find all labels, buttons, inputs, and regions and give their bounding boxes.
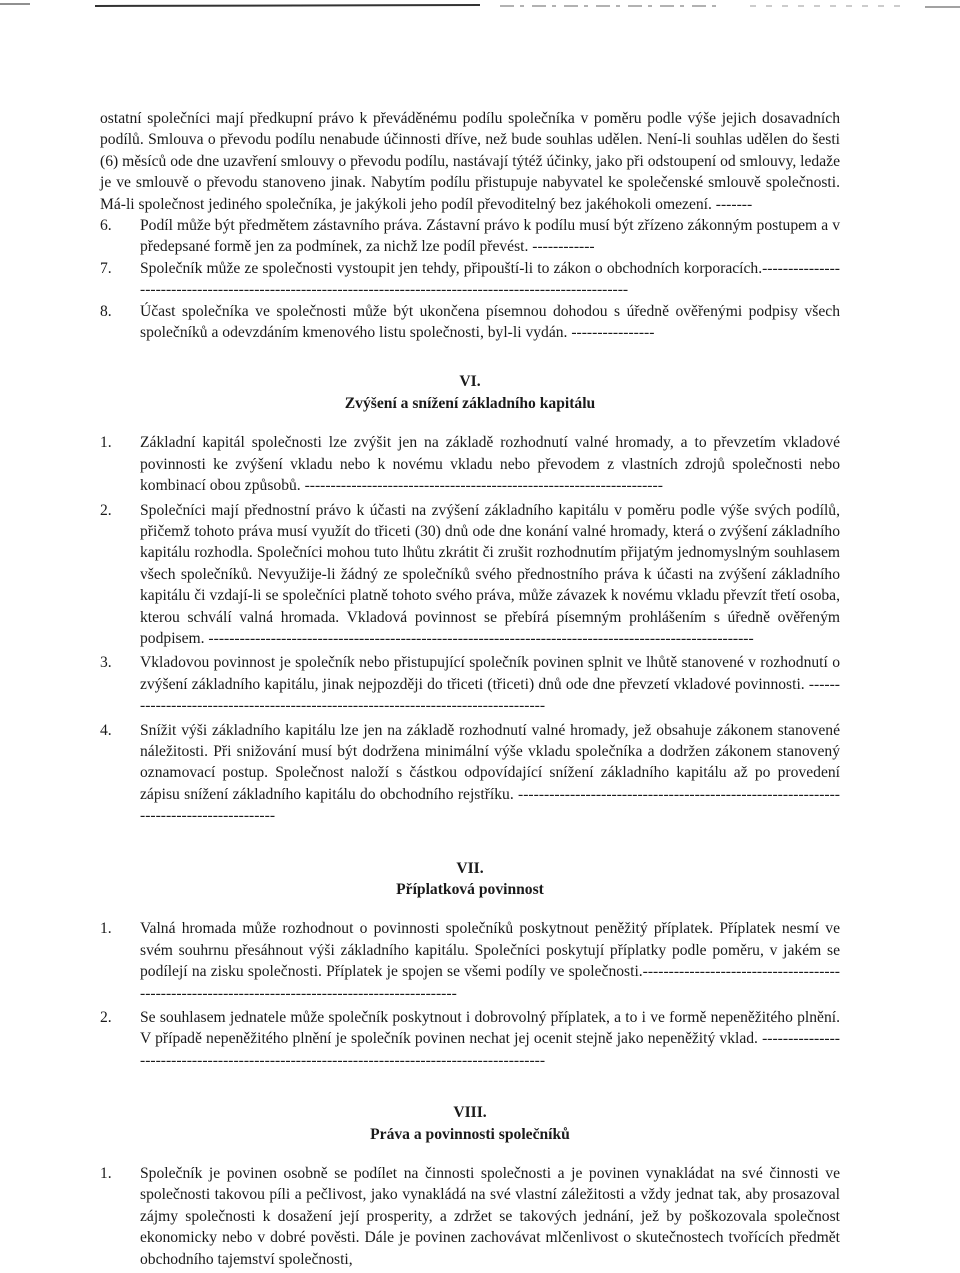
intro-item-list [100, 215, 840, 343]
item-number: 4. [100, 721, 112, 739]
item-text: Snížit výši základního kapitálu lze jen na základě rozhodnutí valné hromady, jež obsahuje zákonem stanovené náležitosti. Při snižování musí být dodržena minimální výše vkladu společníka a dodržen zákonem stanovený oznamovací postup. Společnost naloží s částkou odpovídající snížení základního kapitálu až po provedení zápisu snížení základního kapitálu do obchodního rejstříku. ---------------------------------------------------------------------------------------- [140, 721, 840, 825]
item-number: 7. [100, 259, 112, 277]
item-text: Podíl může být předmětem zástavního práva. Zástavní právo k podílu musí být zřízeno zákonným postupem a v předepsané formě jen za podmínek, za nichž lze podíl převést. ------------ [140, 217, 840, 256]
item-text: Vkladovou povinnost je společník nebo přistupující společník povinen splnit ve lhůtě stanovené v rozhodnutí o zvýšení základního kapitálu, jinak nejpozději do třiceti (třiceti) dnů ode dne převzetí vkladové povinnosti. ------------------------------------------------------------------------------------ [140, 654, 840, 715]
item-number: 3. [100, 654, 112, 672]
item-text: Základní kapitál společnosti lze zvýšit jen na základě rozhodnutí valné hromady, a to převzetím vkladové povinnosti ke zvýšení vkladu nebo k novému vkladu nebo převodem z vlastních zdrojů společnosti nebo kombinací obou způsobů. --------------------------------------------------------------------- [140, 434, 840, 495]
item-number: 1. [100, 920, 112, 938]
item-number: 2. [100, 501, 112, 519]
item-number: 2. [100, 1009, 112, 1027]
item-text: Společník může ze společnosti vystoupit jen tehdy, připouští-li to zákon o obchodních korporacích.------------------------------------------------------------------------------------------------------------- [140, 259, 840, 299]
list-item [100, 652, 840, 716]
list-item [100, 1007, 840, 1071]
item-number: 8. [100, 302, 112, 320]
item-text: Valná hromada může rozhodnout o povinnosti společníků poskytnout peněžitý příplatek. Příplatek nesmí ve svém souhrnu přesáhnout výši základního kapitálu. Společníci poskytují příplatky podle poměru, v jakém se podílejí na zisku společnosti. Příplatek je spojen se všemi podíly ve společnosti.--------------------------------------------------------------------------------------------------- [140, 920, 840, 1002]
item-text: Se souhlasem jednatele může společník poskytnout i dobrovolný příplatek, a to i ve formě nepeněžitého plnění. V případě nepeněžitého plnění je společník povinen nechat jej ocenit stejně jako nepeněžitý vklad. --------------------------------------------------------------------------------------------- [140, 1009, 840, 1069]
list-item [100, 720, 840, 827]
section-title: Zvýšení a snížení základního kapitálu [344, 394, 596, 412]
item-text: Společník je povinen osobně se podílet na činnosti společnosti a je povinen vynakládat na své činnosti ve společnosti takovou píli a pečlivost, jako vynakládá na své vlastní záležitosti a vždy jednat tak, aby prosazoval zájmy společnosti k dosažení její prosperity, a zdržet se takových jednání, jež by poškozovala společnost ekonomicky nebo v dobré pověsti. Dále je povinen zachovávat mlčenlivost o skutečnostech tvořících předmět obchodního tajemství společnosti, [140, 1165, 840, 1268]
item-number: 6. [100, 217, 112, 235]
section-list [100, 371, 840, 1273]
scan-artifact-line [0, 0, 960, 18]
section-number: VIII. [453, 1104, 487, 1122]
item-number: 1. [100, 434, 112, 452]
section-title: Práva a povinnosti společníků [370, 1125, 570, 1143]
section-title: Příplatková povinnost [396, 881, 544, 898]
intro-paragraph: ostatní společníci mají předkupní právo k převáděnému podílu společníka v poměru podle výše jejich dosavadních podílů. Smlouva o převodu podílu nenabude účinnosti dříve, než bude souhlas udělen. Není-li souhlas udělen do šesti (6) měsíců ode dne uzavření smlouvy o převodu podílu, nastávají týtéž účinky, jako při odstoupení od smlouvy, ledaže je ve smlouvě o převodu stanoveno jinak. Nabytím podílu přistupuje nabyvatel ke společenské smlouvě společnosti. Má-li společnost jediného společníka, je jakýkoli jeho podíl převoditelný bez jakéhokoli omezení. ------- [100, 110, 840, 213]
list-item [100, 215, 840, 258]
list-item [100, 1163, 840, 1270]
list-item [100, 500, 840, 650]
list-item [100, 301, 840, 344]
item-text: Účast společníka ve společnosti může být ukončena písemnou dohodou s úředně ověřenými podpisy všech společníků a odevzdáním kmenového listu společnosti, byl-li vydán. ---------------- [140, 302, 840, 342]
section-number: VI. [459, 373, 481, 391]
item-text: Společníci mají přednostní právo k účasti na zvýšení základního kapitálu v poměru podle výše svých podílů, přičemž tohoto práva musí využít do třiceti (30) dnů ode dne konání valné hromady, která o zvýšení základního kapitálu rozhodla. Společníci mohou tuto lhůtu zkrátit či zrušit rozhodnutím přijatým jednomyslným souhlasem všech společníků. Nevyužije-li žádný ze společníků svého přednostního práva k účasti na zvýšení základního kapitálu či vzdají-li se společníci platně tohoto svého práva, může závazek k novému vkladu převzít třetí osoba, kterou schválí valná hromada. Vkladová povinnost se přebírá písemným prohlášením s úředně ověřeným podpisem. --------------------------------------------------------------------------------------------------------- [140, 501, 840, 647]
list-item [100, 258, 840, 301]
section-number: VII. [456, 859, 484, 877]
item-number: 1. [100, 1165, 112, 1183]
list-item [100, 432, 840, 496]
list-item [100, 918, 840, 1004]
document-page [100, 108, 840, 1273]
